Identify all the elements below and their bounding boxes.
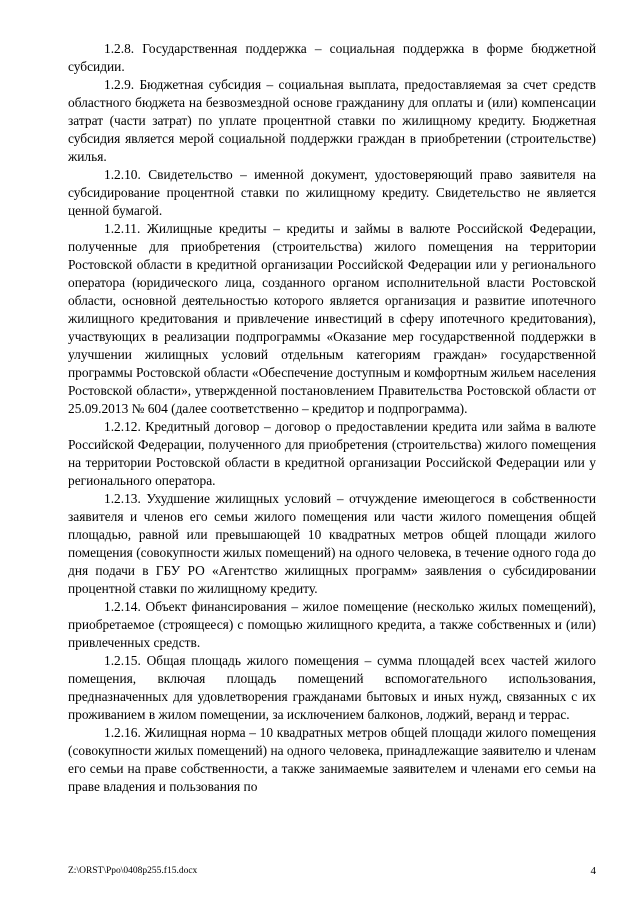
- document-page: [68, 40, 596, 796]
- paragraph-1-2-16: 1.2.16. Жилищная норма – 10 квадратных метров общей площади жилого помещения (совокупности жилых помещений) на одного человека, принадлежащие заявителю и членам его семьи на праве собственности, а также занимаемые заявителем и членами его семьи на праве владения и пользования по: [68, 725, 596, 794]
- paragraph-1-2-13: 1.2.13. Ухудшение жилищных условий – отчуждение имеющегося в собственности заявителя и членов его семьи жилого помещения или части жилого помещения общей площадью, равной или превышающей 10 квадратных метров общей площади жилого помещения (совокупности жилых помещений) на одного человека, в течение одного года до дня подачи в ГБУ РО «Агентство жилищных программ» заявления о субсидировании процентной ставки по жилищному кредиту.: [68, 491, 596, 596]
- page-footer: [68, 864, 596, 878]
- paragraph-1-2-12: 1.2.12. Кредитный договор – договор о предоставлении кредита или займа в валюте Российской Федерации, полученного для приобретения (строительства) жилого помещения на территории Ростовской области в кредитной организации Российской Федерации или у регионального оператора.: [68, 419, 596, 488]
- footer-file-path: Z:\ORST\Ppo\0408p255.f15.docx: [68, 866, 198, 876]
- paragraph-1-2-15: 1.2.15. Общая площадь жилого помещения – сумма площадей всех частей жилого помещения, включая площадь помещений вспомогательного использования, предназначенных для удовлетворения гражданами бытовых и иных нужд, связанных с их проживанием в жилом помещении, за исключением балконов, лоджий, веранд и террас.: [68, 653, 596, 722]
- paragraph-1-2-11: 1.2.11. Жилищные кредиты – кредиты и займы в валюте Российской Федерации, полученные для приобретения (строительства) жилого помещения на территории Ростовской области в кредитной организации Российской Федерации или у регионального оператора (юридического лица, созданного органом исполнительной власти Ростовской области, основной деятельностью которого является организация и развитие ипотечного жилищного кредитования и привлечение инвестиций в сферу ипотечного кредитования), участвующих в реализации подпрограммы «Оказание мер государственной поддержки в улучшении жилищных условий отдельным категориям граждан» государственной программы Ростовской области «Обеспечение доступным и комфортным жильем населения Ростовской области», утвержденной постановлением Правительства Ростовской области от 25.09.2013 № 604 (далее соответственно – кредитор и подпрограмма).: [68, 221, 596, 416]
- paragraph-1-2-10: 1.2.10. Свидетельство – именной документ, удостоверяющий право заявителя на субсидирование процентной ставки по жилищному кредиту. Свидетельство не является ценной бумагой.: [68, 167, 596, 218]
- page-number: 4: [590, 865, 596, 877]
- paragraph-1-2-14: 1.2.14. Объект финансирования – жилое помещение (несколько жилых помещений), приобретаемое (строящееся) с помощью жилищного кредита, а также собственных и (или) привлеченных средств.: [68, 599, 596, 650]
- paragraph-1-2-9: 1.2.9. Бюджетная субсидия – социальная выплата, предоставляемая за счет средств областного бюджета на безвозмездной основе гражданину для оплаты и (или) компенсации затрат (части затрат) по уплате процентной ставки по жилищному кредиту. Бюджетная субсидия является мерой социальной поддержки граждан в приобретении (строительстве) жилья.: [68, 77, 596, 164]
- paragraph-1-2-8: 1.2.8. Государственная поддержка – социальная поддержка в форме бюджетной субсидии.: [68, 41, 596, 74]
